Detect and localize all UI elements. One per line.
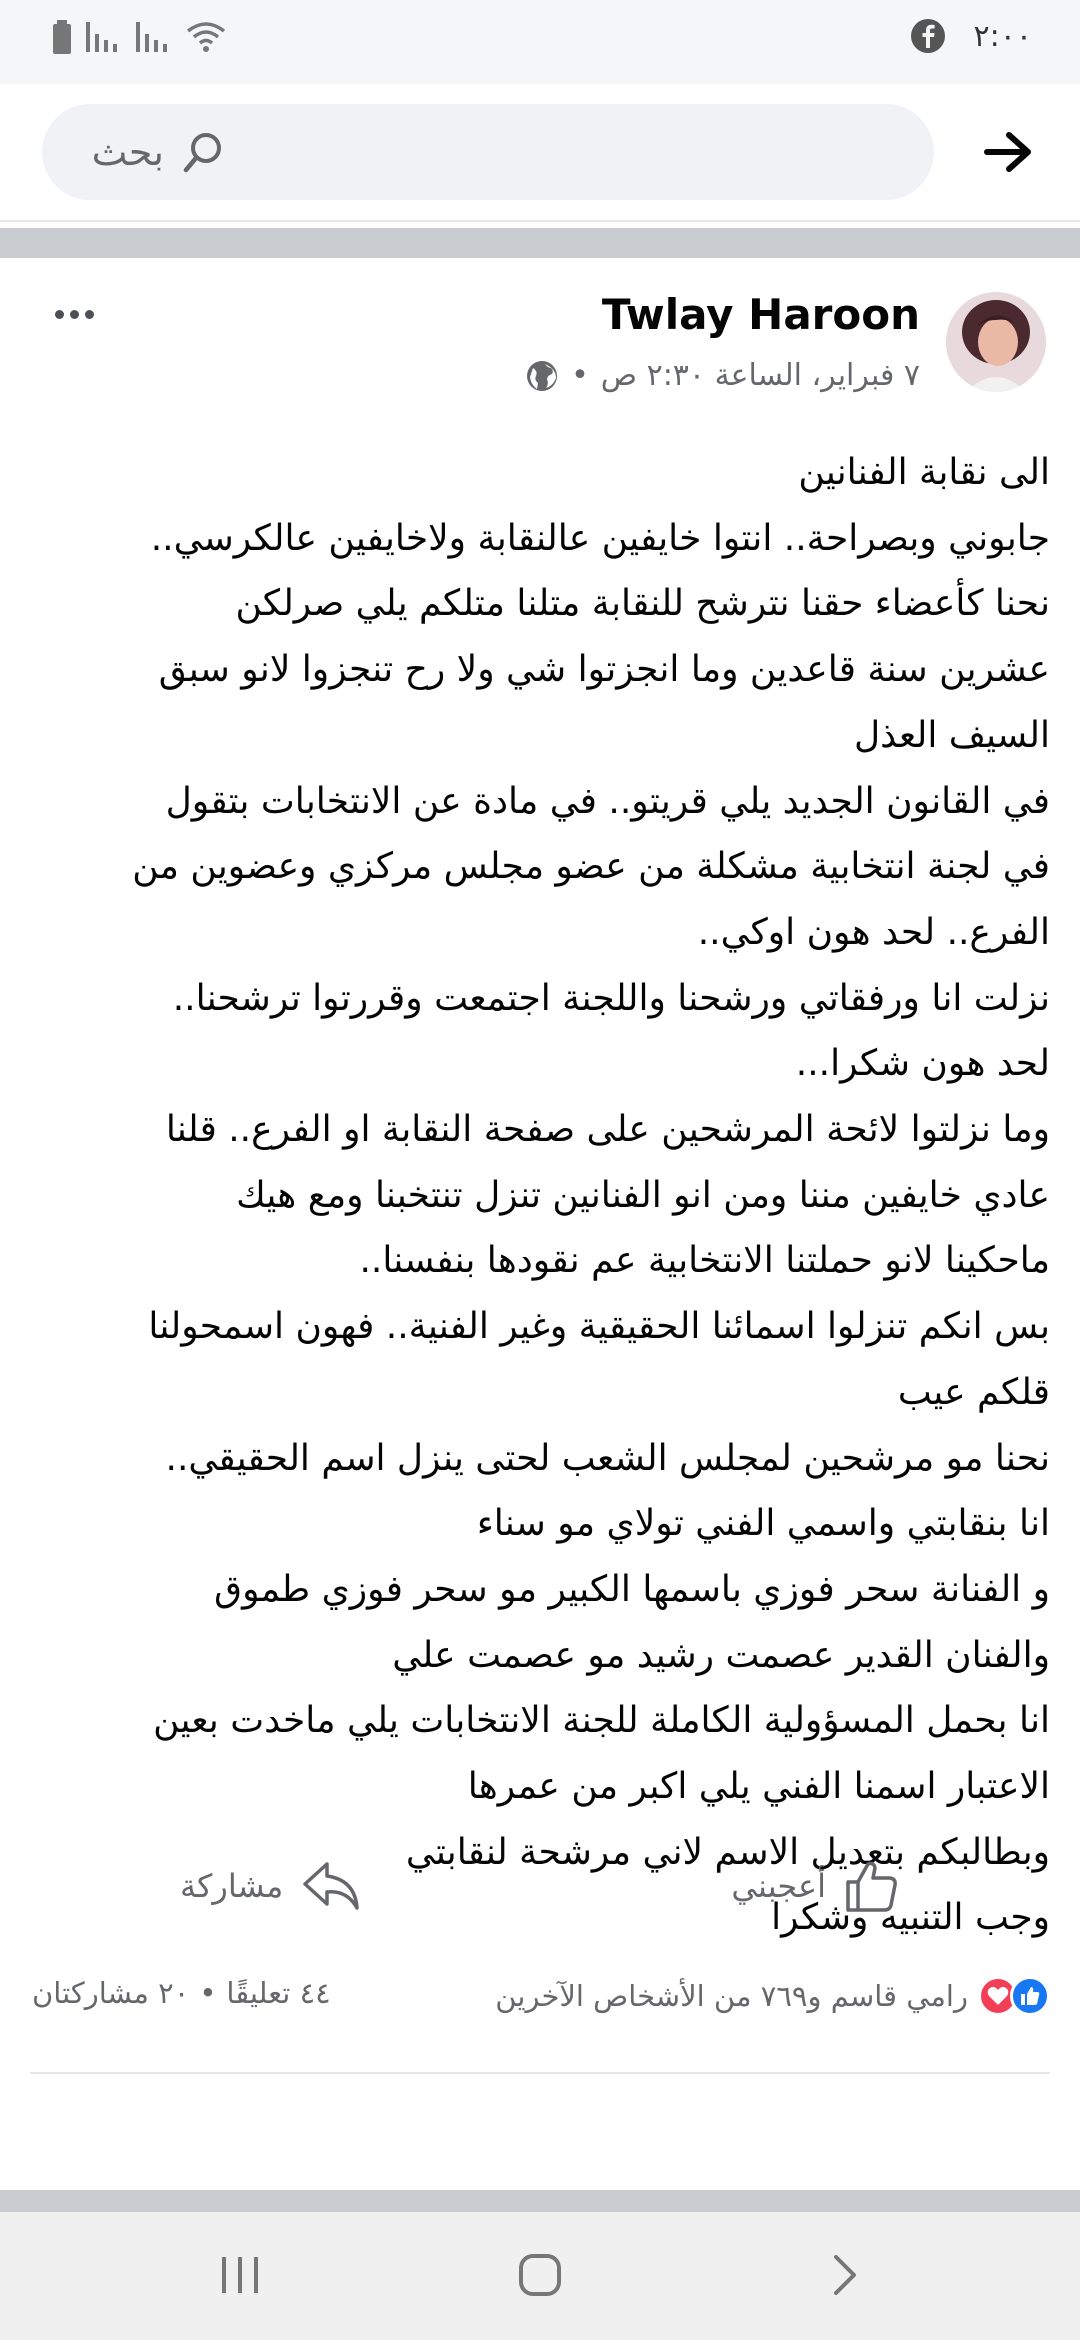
meta-separator: •: [571, 358, 589, 393]
dot-icon: [70, 310, 79, 319]
back-button[interactable]: [976, 120, 1040, 184]
post-line: نحنا كأعضاء حقنا نترشح للنقابة متلنا متلكم يلي صرلكن: [235, 583, 1050, 625]
post-line: نزلت انا ورفقاتي ورشحنا واللجنة اجتمعت وقررتوا ترشحنا..: [172, 977, 1050, 1019]
post-line: في لجنة انتخابية مشكلة من عضو مجلس مركزي وعضوين من: [132, 846, 1050, 888]
like-button[interactable]: [731, 1836, 900, 1936]
system-nav-bar: [0, 2212, 1080, 2340]
share-label: مشاركة: [180, 1867, 284, 1905]
post-line: لحد هون شكرا...: [795, 1043, 1050, 1085]
section-divider: [0, 228, 1080, 258]
post-line: والفنان القدير عصمت رشيد مو عصمت علي: [392, 1634, 1050, 1676]
thumbs-up-icon: [844, 1858, 900, 1914]
post-line: انا بحمل المسؤولية الكاملة للجنة الانتخابات يلي ماخدت بعين: [153, 1700, 1050, 1742]
avatar-image: [946, 292, 1046, 392]
status-time: ٢:٠٠: [973, 18, 1032, 54]
home-icon: [517, 2252, 563, 2298]
like-label: أعجبني: [731, 1867, 826, 1905]
post-line: جابوني وبصراحة.. انتوا خايفين عالنقابة ولاخايفين عالكرسي..: [150, 517, 1050, 559]
post-author[interactable]: Twlay Haroon: [601, 290, 920, 339]
facebook-icon: [910, 18, 946, 54]
post-line: عشرين سنة قاعدين وما انجزتوا شي ولا رح تنجزوا لانو سبق: [158, 649, 1050, 691]
post-line: قلكم عيب: [897, 1371, 1050, 1413]
back-nav-button[interactable]: [805, 2240, 885, 2310]
search-box[interactable]: [42, 104, 934, 200]
chevron-right-icon: [830, 2253, 860, 2297]
search-icon: [182, 130, 226, 174]
reaction-icons: [978, 1976, 1050, 2016]
status-icons-left: [52, 20, 226, 54]
dot-icon: [55, 310, 64, 319]
avatar[interactable]: [946, 292, 1046, 392]
recent-apps-button[interactable]: [200, 2240, 280, 2310]
status-right: [910, 18, 1032, 54]
dot-icon: [85, 310, 94, 319]
reactions-text: رامي قاسم و٧٦٩ من الأشخاص الآخرين: [495, 1979, 968, 2013]
bottom-divider: [0, 2190, 1080, 2212]
post-meta: [525, 358, 920, 393]
post-line: وما نزلتوا لائحة المرشحين على صفحة النقابة او الفرع.. قلنا: [165, 1109, 1050, 1151]
post-line: عادي خايفين مننا ومن انو الفنانين تنزل تنتخبنا ومع هيك: [236, 1174, 1050, 1216]
top-bar: [0, 84, 1080, 222]
recent-apps-icon: [218, 2255, 262, 2295]
post-line: في القانون الجديد يلي قريتو.. في مادة عن الانتخابات بتقول: [165, 780, 1050, 822]
signal-icon: [86, 22, 122, 52]
comments-count[interactable]: ٤٤ تعليقًا: [226, 1976, 331, 2010]
post-timestamp[interactable]: ٧ فبراير، الساعة ٢:٣٠ ص: [600, 358, 920, 393]
actions-divider: [30, 2072, 1050, 2074]
reactions-summary[interactable]: [495, 1976, 1050, 2016]
post-line: و الفنانة سحر فوزي باسمها الكبير مو سحر فوزي طموق: [214, 1568, 1050, 1610]
share-button[interactable]: [180, 1836, 361, 1936]
post-line: انا بنقابتي واسمي الفني تولاي مو سناء: [476, 1503, 1050, 1545]
post-line: وبطالبكم بتعديل الاسم لاني مرشحة لنقابتي: [405, 1831, 1050, 1873]
signal-icon: [136, 22, 172, 52]
globe-icon: [525, 359, 559, 393]
post-line: بس انكم تنزلوا اسمائنا الحقيقية وغير الفنية.. فهون اسمحولنا: [148, 1306, 1050, 1348]
more-options-button[interactable]: [44, 294, 104, 334]
arrow-right-icon: [983, 130, 1033, 174]
share-arrow-icon: [301, 1860, 361, 1912]
post-line: السيف العذل: [853, 714, 1050, 756]
counts-separator: •: [199, 1976, 217, 2010]
post-line: وجب التنبيه وشكرا: [771, 1897, 1050, 1939]
battery-icon: [52, 20, 72, 54]
status-bar: [0, 0, 1080, 84]
post-line: الى نقابة الفنانين: [798, 452, 1050, 493]
like-reaction-icon: [1010, 1976, 1050, 2016]
engagement-counts: [32, 1976, 331, 2010]
search-input[interactable]: [42, 129, 166, 175]
post-text: [34, 440, 1050, 1951]
post-line: نحنا مو مرشحين لمجلس الشعب لحتى ينزل اسم الحقيقي..: [165, 1437, 1050, 1479]
post-card: [0, 258, 1080, 2188]
home-button[interactable]: [500, 2240, 580, 2310]
post-line: الفرع.. لحد هون اوكي..: [697, 911, 1050, 953]
reactions-row: [0, 1968, 1080, 2038]
post-line: الاعتبار اسمنا الفني يلي اكبر من عمرها: [467, 1766, 1050, 1808]
post-line: ماحكينا لانو حملتنا الانتخابية عم نقودها بنفسنا..: [359, 1240, 1050, 1282]
wifi-icon: [186, 21, 226, 53]
shares-count[interactable]: ٢٠ مشاركتان: [32, 1976, 190, 2010]
